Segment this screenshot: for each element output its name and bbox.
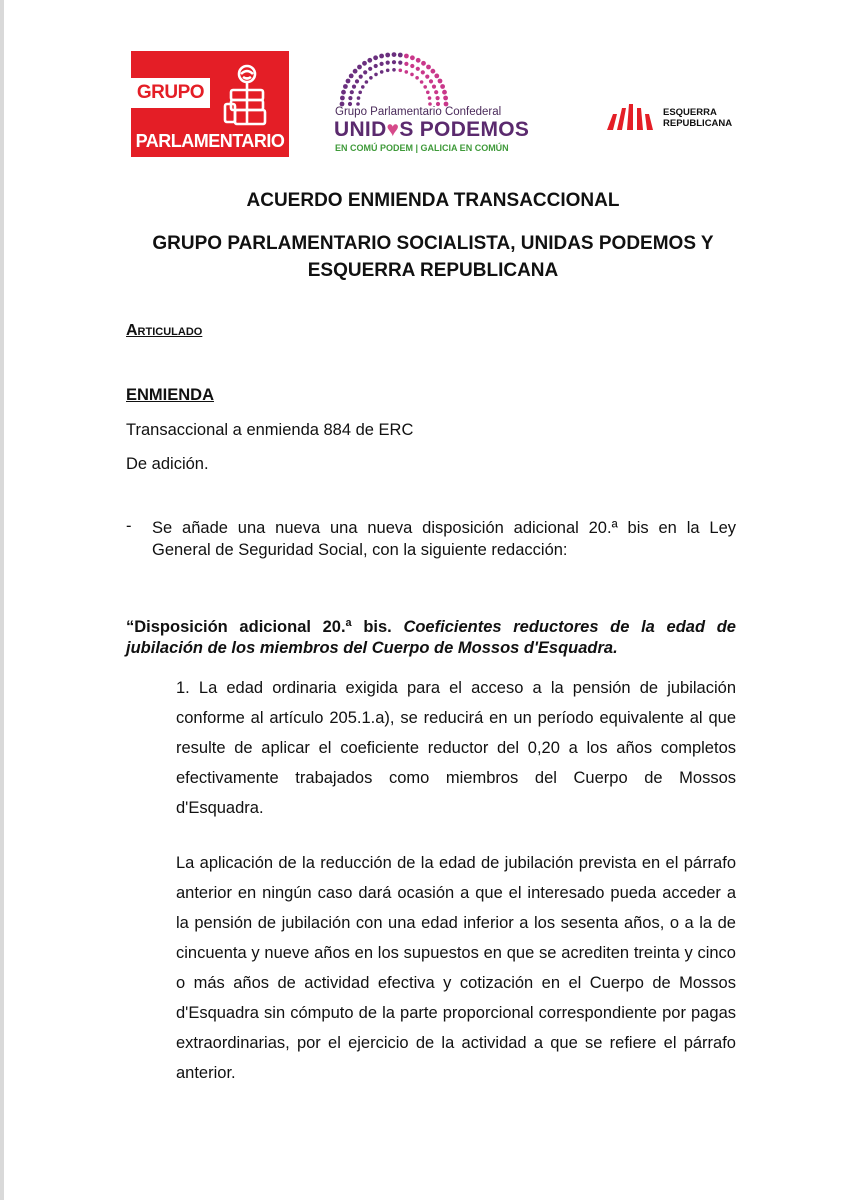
arc-dot (410, 73, 414, 77)
document-subtitle: GRUPO PARLAMENTARIO SOCIALISTA, UNIDAS PODEMOS Y ESQUERRA REPUBLICANA (152, 233, 714, 281)
arc-dot (426, 91, 430, 95)
arc-dot (421, 70, 425, 74)
arc-dot (373, 55, 378, 60)
erc-star-stripes-icon (607, 104, 653, 130)
psoe-logo-bottom-text: PARLAMENTARIO (135, 131, 285, 151)
arc-dot (386, 69, 390, 73)
arc-dot (357, 65, 362, 70)
arc-dot (404, 62, 408, 66)
arc-dot (365, 80, 369, 84)
arc-dot (392, 68, 396, 72)
arc-dot (426, 65, 431, 70)
arc-dot (442, 90, 447, 95)
arc-dot (405, 70, 409, 74)
arc-dot (358, 91, 362, 95)
psoe-logo-top-text: GRUPO (136, 82, 205, 103)
arc-dot (367, 58, 372, 63)
arc-dot (352, 85, 356, 89)
section-heading-articulado: Articulado (126, 322, 203, 339)
arc-dot (434, 90, 438, 94)
arc-dot (353, 69, 358, 74)
arc-dot (431, 69, 436, 74)
document-title: ACUERDO ENMIENDA TRANSACCIONAL (246, 190, 620, 211)
arc-dot (436, 96, 440, 100)
arc-dot (420, 80, 424, 84)
arc-dot (423, 85, 427, 89)
disposicion-label: “Disposición adicional 20.ª bis. (126, 618, 392, 636)
arc-dot (380, 70, 384, 74)
arc-dot (410, 55, 415, 60)
arc-dot (379, 54, 384, 59)
up-logo-line2: UNID♥S PODEMOS (334, 118, 530, 141)
arc-dot (392, 52, 397, 57)
arc-dot (348, 96, 352, 100)
arc-dot (421, 61, 426, 66)
arc-dot (357, 96, 361, 100)
erc-logo (607, 104, 747, 134)
arc-dot (362, 61, 367, 66)
disposicion-title: Coeficientes reductores de la edad de jubilación de los miembros del Cuerpo de Mossos d'Esquadra. (126, 618, 736, 657)
arc-dot (361, 85, 365, 89)
paragraph-1: 1. La edad ordinaria exigida para el acceso a la pensión de jubilación conforme al artículo 205.1.a), se reducirá en un período equivalente al que resulte de aplicar el coeficiente reductor del 0,20 a los años completos efectivamente trabajados como miembros del Cuerpo de Mossos d'Esquadra. (176, 679, 736, 817)
arc-dot (429, 79, 433, 83)
arc-dot (443, 96, 448, 101)
section-heading-enmienda: ENMIENDA (126, 386, 215, 404)
arc-dot (359, 75, 363, 79)
arc-dot (349, 74, 354, 79)
bullet-dash: - (126, 517, 132, 535)
fist-rose-icon (221, 63, 273, 131)
bullet-text: Se añade una nueva una nueva disposición adicional 20.ª bis en la Ley General de Seguridad Social, con la siguiente redacción: (152, 519, 736, 559)
paragraph-2: La aplicación de la reducción de la edad de jubilación prevista en el párrafo anterior en ningún caso dará ocasión a que el interesado pueda acceder a la pensión de jubilación con una edad inferior a los sesenta años, o a la de cincuenta y nueve años en los supuestos en que se acrediten treinta y cinco o más años de actividad efectiva y cotización en el Cuerpo de Mossos d'Esquadra sin cómputo de la parte proporcional correspondiente por pagas extraordinarias, por el ejercicio de la actividad a que se refiere el párrafo anterior. (176, 854, 736, 1082)
heart-icon: ♥ (386, 118, 400, 141)
arc-dot (343, 84, 348, 89)
arc-dot (404, 54, 409, 59)
arc-dot (374, 64, 378, 68)
arc-dot (416, 67, 420, 71)
arc-dot (410, 64, 414, 68)
unidas-podemos-logo (332, 46, 532, 156)
arc-dot (440, 84, 445, 89)
up-logo-line3: EN COMÚ PODEM | GALICIA EN COMÚN (335, 143, 509, 153)
arc-dot (385, 53, 390, 58)
arc-dot (398, 61, 402, 65)
arc-dot (380, 62, 384, 66)
arc-dot (346, 79, 351, 84)
arc-dot (341, 90, 346, 95)
psoe-logo (131, 51, 289, 157)
arc-dot (425, 75, 429, 79)
page-edge (0, 0, 4, 1200)
psoe-logo-box (131, 78, 210, 108)
arc-dot (415, 76, 419, 80)
arc-dot (428, 96, 432, 100)
arc-dot (392, 60, 396, 64)
arc-dot (432, 85, 436, 89)
arc-dot (398, 53, 403, 58)
arc-dot (386, 61, 390, 65)
arc-dot (350, 90, 354, 94)
arc-dot (434, 74, 439, 79)
up-logo-line1: Grupo Parlamentario Confederal (335, 106, 502, 118)
arc-dot (416, 58, 421, 63)
tipo-line: De adición. (126, 455, 209, 473)
arc-dot (374, 73, 378, 77)
arc-dot (399, 69, 403, 73)
dotted-arc-icon (332, 46, 532, 108)
arc-dot (368, 67, 372, 71)
transaccional-line: Transaccional a enmienda 884 de ERC (126, 421, 414, 439)
arc-dot (340, 96, 345, 101)
disposicion-heading (126, 617, 736, 659)
arc-dot (438, 79, 443, 84)
arc-dot (363, 70, 367, 74)
erc-logo-text: ESQUERRA REPUBLICANA (663, 107, 733, 129)
arc-dot (369, 76, 373, 80)
arc-dot (355, 79, 359, 83)
